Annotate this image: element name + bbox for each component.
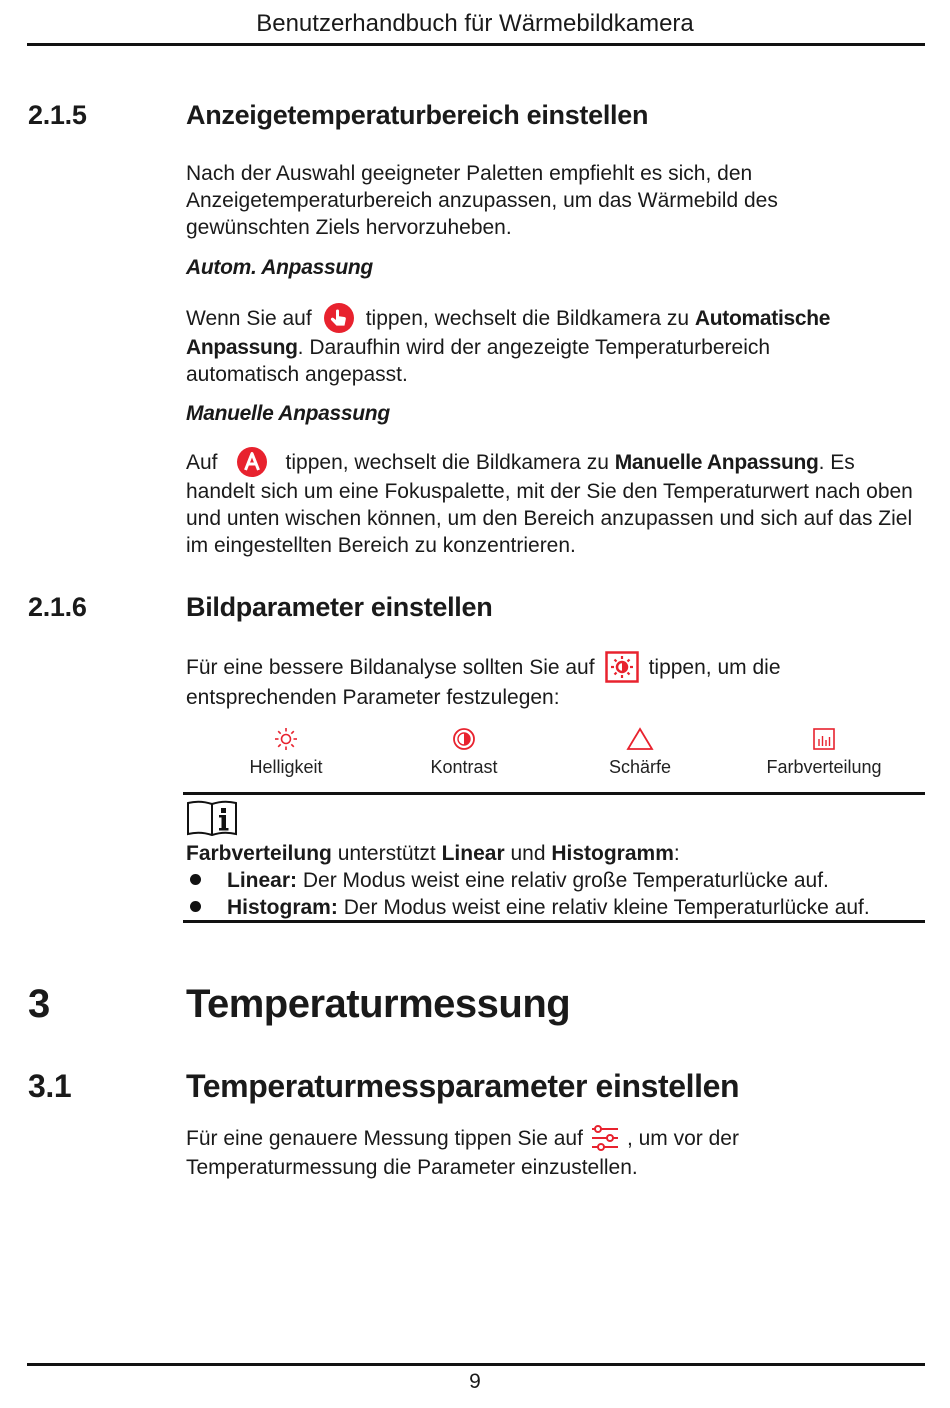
contrast-icon <box>452 727 476 751</box>
auto-text-4: automatisch angepasst. <box>186 363 408 386</box>
hand-tap-icon <box>312 302 366 334</box>
color-distribution-icon <box>812 727 836 751</box>
note-bold-2: Linear <box>441 842 505 865</box>
section-number-3-1: 3.1 <box>28 1068 72 1104</box>
auto-text-3: . Daraufhin wird der angezeigte Temperaturbereich <box>297 336 771 359</box>
section-title-2-1-6: Bildparameter einstellen <box>186 592 493 622</box>
manual-adjust-paragraph <box>186 446 926 559</box>
measurement-paragraph <box>186 1122 926 1181</box>
intro-paragraph: Nach der Auswahl geeigneter Paletten empfiehlt es sich, den Anzeigetemperaturbereich anzupassen, um das Wärmebild des gewünschten Ziels hervorzuheben. <box>186 162 778 239</box>
chapter-title-3: Temperaturmessung <box>186 982 571 1026</box>
manual-text-2: tippen, wechselt die Bildkamera zu <box>285 450 609 474</box>
brightness-icon <box>274 727 298 751</box>
sliders-icon <box>583 1124 627 1152</box>
auto-adjust-paragraph <box>186 302 926 388</box>
sharpness-icon <box>626 727 654 751</box>
param-brightness <box>201 727 371 778</box>
auto-text-2: tippen, wechselt die Bildkamera zu <box>365 306 690 330</box>
image-settings-icon <box>595 651 649 683</box>
manual-text-3: . Es <box>818 450 855 474</box>
section-title-2-1-5: Anzeigetemperaturbereich einstellen <box>186 100 649 130</box>
meas-text-1: Für eine genauere Messung tippen Sie auf <box>186 1126 583 1150</box>
note-text-1: unterstützt <box>331 842 442 865</box>
bullet-dot <box>190 874 201 885</box>
manual-text-4: handelt sich um eine Fokuspalette, mit der Sie den Temperaturwert nach oben und unten wischen können, um den Bereich anzupassen und sich auf das Ziel im eingestellten Bereich zu konzentrieren. <box>186 480 913 557</box>
section-number-2-1-5: 2.1.5 <box>28 100 87 130</box>
param-label-brightness: Helligkeit <box>249 757 323 777</box>
bullet-2-bold: Histogram: <box>227 896 338 919</box>
bullet-1-bold: Linear: <box>227 869 298 892</box>
footer-rule <box>27 1363 925 1366</box>
auto-text-1: Wenn Sie auf <box>186 306 312 330</box>
param-label-sharpness: Schärfe <box>608 757 672 777</box>
manual-adjust-heading: Manuelle Anpassung <box>186 402 390 425</box>
note-top-rule <box>183 792 925 795</box>
image-params-paragraph <box>186 650 926 711</box>
auto-adjust-heading: Autom. Anpassung <box>186 256 373 279</box>
note-text-3: : <box>673 842 680 865</box>
bullet-dot <box>190 901 201 912</box>
chapter-number-3: 3 <box>28 982 50 1026</box>
note-bottom-rule <box>183 920 925 923</box>
note-bold-1: Farbverteilung <box>186 842 332 865</box>
header-rule <box>27 43 925 46</box>
param-label-contrast: Kontrast <box>430 757 498 777</box>
manual-text-1: Auf <box>186 450 218 474</box>
bullet-1-text: Der Modus weist eine relativ große Temperaturlücke auf. <box>297 869 829 892</box>
manual-bold: Manuelle Anpassung <box>614 450 819 474</box>
param-sharpness <box>555 727 725 778</box>
note-intro-line <box>186 840 680 867</box>
param-label-color-distribution: Farbverteilung <box>766 757 882 777</box>
note-bullet-linear <box>186 867 829 894</box>
params-text-3: entsprechenden Parameter festzulegen: <box>186 686 560 709</box>
params-text-2: tippen, um die <box>648 655 781 679</box>
note-bold-3: Histogramm <box>551 842 674 865</box>
note-text-2: und <box>504 842 552 865</box>
manual-a-icon <box>218 446 286 478</box>
note-book-icon <box>186 799 238 842</box>
meas-text-2: , um vor der <box>626 1126 739 1150</box>
page-number: 9 <box>469 1370 481 1393</box>
parameter-icon-row <box>186 727 926 783</box>
note-bullet-histogram <box>186 894 870 921</box>
section-title-3-1: Temperaturmessparameter einstellen <box>186 1068 740 1104</box>
param-contrast <box>379 727 549 778</box>
meas-text-3: Temperaturmessung die Parameter einzustellen. <box>186 1156 638 1179</box>
auto-bold-2: Anpassung <box>186 336 298 359</box>
bullet-2-text: Der Modus weist eine relativ kleine Temperaturlücke auf. <box>337 896 870 919</box>
param-color-distribution <box>739 727 909 778</box>
page-header-title: Benutzerhandbuch für Wärmebildkamera <box>256 10 694 37</box>
auto-bold-1: Automatische <box>694 306 831 330</box>
params-text-1: Für eine bessere Bildanalyse sollten Sie auf <box>186 655 595 679</box>
section-number-2-1-6: 2.1.6 <box>28 592 87 622</box>
